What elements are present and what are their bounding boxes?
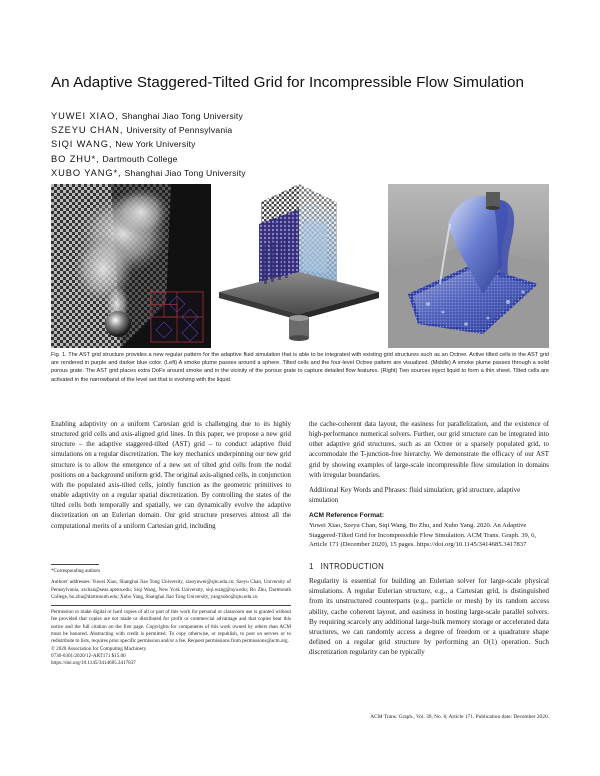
figure-caption: Fig. 1. The AST grid structure provides a new regular pattern for the adaptive fluid simulation that is able to be integrated with existing grid structures such as an Octree. Active tilted cells in the AST grid are rendered in purple and darker blue color. (Left) A smoke plume passes around a sphere. Tilted cells and the four-level Octree pattern are visualized. (Middle) A smoke plume passes through a solid porous grate. The AST grid places extra DoFs around smoke and in the vicinity of the porous grate to capture detailed flow features. (Right) Two sources inject liquid to form a thin sheet. Tilted cells are activated in the narrowband of the level set that is evolving with the liquid. [51, 352, 549, 383]
liquid-sheet-render [388, 184, 549, 348]
teaser-figure [51, 184, 549, 348]
left-column [51, 420, 291, 532]
author-line [51, 166, 451, 180]
section-title: INTRODUCTION [320, 561, 385, 571]
running-footer: ACM Trans. Graph., Vol. 39, No. 6, Article 171. Publication date: December 2020. [370, 714, 549, 720]
section-number: 1 [309, 561, 314, 571]
introduction-text: Regularity is essential for building an Eulerian solver for large-scale physical simulations. A regular Eulerian structure, e.g., a Cartesian grid, is distinguished from its unstructured counterparts (e.g., particle or mesh) by its random access ability, cache coherent layout, and easiness in hosting large-scale parallel solvers. By requiring scarcely any additional large-bulk memory storage or accelerated data structures, we can randomly access a degree of freedom or a quadrature shape defined on a regular grid structure by performing an O(1) operation. Such discretization regularity can be typically [309, 576, 549, 657]
author-name: XUBO YANG*, [51, 167, 122, 178]
doi-line: https://doi.org/10.1145/3414685.3417837 [51, 660, 136, 667]
figure-panel-middle-porous-grate [219, 184, 379, 348]
paper-title: An Adaptive Staggered-Tilted Grid for Incompressible Flow Simulation [51, 74, 525, 91]
author-affiliation: New York University [115, 139, 196, 150]
first-page-footnotes [51, 568, 291, 668]
reference-format-text: Yuwei Xiao, Szeyu Chan, Siqi Wang, Bo Zhu, and Xubo Yang. 2020. An Adaptive Staggered-Tilted Grid for Incompressible Flow Simulation. ACM Trans. Graph. 39, 6, Article 171 (December 2020), 15 pages. https://doi.org/10.1145/3414685.3417837 [309, 522, 537, 549]
author-affiliation: Dartmouth College [102, 153, 178, 164]
author-affiliation: Shanghai Jiao Tong University [124, 167, 246, 178]
author-name: BO ZHU*, [51, 153, 100, 164]
section-heading [309, 562, 549, 571]
author-list [51, 109, 451, 180]
abstract-continued: the cache-coherent data layout, the easiness for parallelization, and the existence of high-performance numerical solvers. Further, our grid structure can be integrated into other adaptive grid structures, such as an Octree or a sparsely populated grid, to accommodate the T-junction-free hierarchy. We demonstrate the efficacy of our AST grid by showing examples of large-scale incompressible flow simulation in domains with irregular boundaries. [309, 421, 549, 479]
permission-notice: Permission to make digital or hard copies of all or part of this work for personal or classroom use is granted without fee provided that copies are not made or distributed for profit or commercial advantage and that copies bear this notice and the full citation on the first page. Copyrights for components of this work owned by others than ACM must be honored. Abstracting with credit is permitted. To copy otherwise, or republish, to post on servers or to redistribute to lists, requires prior specific permission and/or a fee. Request permissions from permissions@acm.org. [51, 609, 291, 645]
right-column [309, 420, 549, 658]
corresponding-note: *Corresponding authors [51, 568, 101, 574]
author-affiliation: University of Pennsylvania [126, 125, 233, 136]
author-affiliation: Shanghai Jiao Tong University [121, 111, 244, 121]
permission-rule [51, 605, 291, 606]
author-name: SIQI WANG, [51, 139, 113, 150]
footnote-rule [51, 564, 99, 565]
author-addresses: Authors' addresses: Yuwei Xiao, Shanghai Jiao Tong University, xiaoyuwei@sjtu.edu.cn; Szeyu Chan, University of Pennsylvania, szchan@seas.upenn.edu; Siqi Wang, New York University, siqi.wang@nyu.edu; Bo Zhu, Dartmouth College, bo.zhu@dartmouth.edu; Xubo Yang, Shanghai Jiao Tong University, yangxubo@sjtu.edu.cn. [51, 579, 291, 600]
author-name: YUWEI XIAO, [51, 111, 119, 121]
author-line [51, 123, 451, 137]
porous-grate-render [219, 184, 379, 348]
abstract-text: Enabling adaptivity on a uniform Cartesian grid is challenging due to its highly structured grid cells and axis-aligned grid lines. In this paper, we propose a new grid structure – the adaptive staggered-tilted (AST) grid – to conduct adaptive fluid simulations on a regular discretization. The key mechanics underpinning our new grid structure is to allow the emergence of a new set of tilted grid cells from the nodal positions on a background uniform grid. The original axis-aligned cells, in conjunction with the populated axis-tilted cells, jointly function as the geometric primitives to enable adaptivity on a regular spatial discretization. By controlling the states of the tilted cells both temporally and spatially, we can dynamically evolve the adaptive discretization on an Eulerian domain. Our grid structure preserves almost all the computational merits of a uniform Cartesian grid, including [51, 421, 291, 530]
issn-line: 0730-0301/2020/12-ART171 $15.00 [51, 652, 126, 659]
author-line [51, 152, 451, 166]
smoke-sphere-render [51, 184, 211, 348]
keywords: Additional Key Words and Phrases: fluid simulation, grid structure, adaptive simulation [309, 486, 521, 505]
copyright-line: © 2020 Association for Computing Machinery. [51, 645, 148, 652]
author-line [51, 109, 451, 123]
author-name: SZEYU CHAN, [51, 125, 124, 136]
reference-format-heading: ACM Reference Format: [309, 512, 385, 520]
figure-panel-left-smoke-sphere [51, 184, 211, 348]
figure-panel-right-liquid-sheet [388, 184, 549, 348]
author-line [51, 137, 451, 151]
